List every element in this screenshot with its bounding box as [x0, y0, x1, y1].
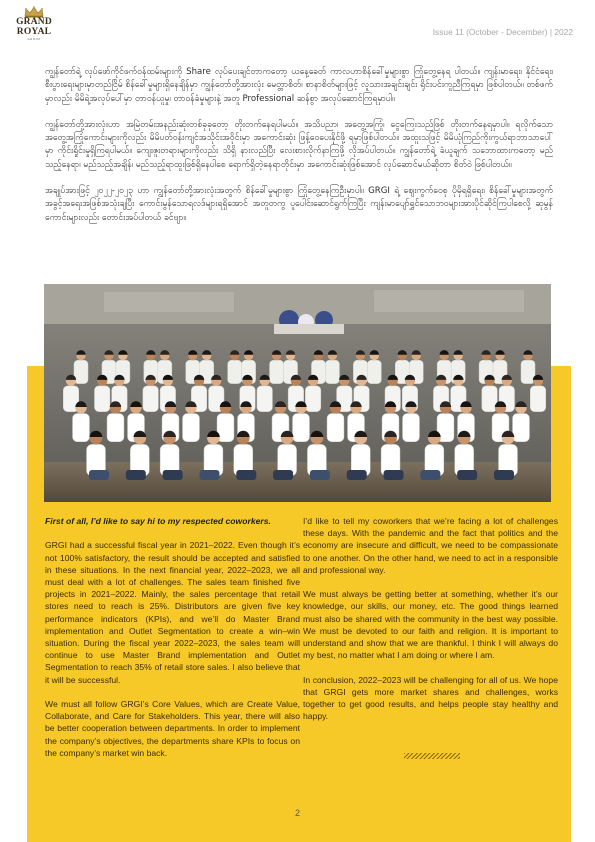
group-photo	[44, 284, 551, 502]
english-paragraph-core-values: We must all follow GRGI’s Core Values, which are Create Value, Collaborate, and Care for Stakeholders. This year, there will also be better cooperation between departments. In order to implement the company’s objectives, the departments share KPIs to focus on the company’s market win back.	[45, 699, 300, 758]
myanmar-text-block	[45, 66, 553, 238]
english-paragraph-improvement: We must always be getting better at something, whether it’s our knowledge, our skills, our money, etc. The good things learned must also be shared with the community in the best way possible. We must be devoted to our faith and religion. It is important to understand and show that we are thankful. I think I will always do my best, no matter what I am doing or where I am.	[303, 589, 558, 661]
logo-tagline: GROUP	[27, 37, 41, 41]
decorative-hatch	[404, 753, 460, 759]
brand-logo	[15, 6, 53, 41]
myanmar-paragraph-2: ကျွန်တော်တို့အားလုံးဟာ အမြဲတမ်းအနည်းဆုံးတစ်ခုခုတော့ တိုးတက်နေရပါမယ်။ အသိပညာ၊ အတွေ့အကြုံ၊ ငွေကြေးသည်ဖြစ် တိုးတက်နေရမှာပါ။ ရလိုက်သော အတွေ့အကြုံကောင်းများကိုလည်း မိမိပတ်ဝန်းကျင်အသိုင်းအဝိုင်းမှာ အကောင်းဆုံး ဖြန့်ဝေပေးနိုင်ဖို့ ရမှာဖြစ်ပါတယ်။ အထူးသဖြင့် မိမိယုံကြည်ကိုးကွယ်ရာဘာသာပေါ်မှာ ကိုင်းရှိုင်းမှုရှိကြရပါမယ်။ ကျေးဇူးတရားများကိုလည်း သိရှိ နားလည်ပြီး လေးစားလိုက်နာကြဖို့ လိုအပ်ပါတယ်။ ကျွန်တော်ရဲ့ ခံယူချက် သဘောထားကတော့ မည်သည့်နေရာ၊ မည်သည့်အချိန်၊ မည်သည့်ရာထူးဖြစ်ရှိနေပါစေ ရောက်ရှိတဲ့နေရာတိုင်းမှာ အကောင်းဆုံးဖြစ်အောင် လုပ်ဆောင်မယ်ဆိုတာ စိတ်ဝဲ ဖြစ်ပါတယ်။	[45, 119, 553, 170]
greeting-line: First of all, I’d like to say hi to my respected coworkers.	[45, 516, 271, 526]
logo-text-royal: ROYAL	[16, 27, 52, 37]
english-paragraph-challenges: I’d like to tell my coworkers that we’re facing a lot of challenges these days. With the pandemic and the fact that politics and the economy are insecure and difficult, we need to be compassionate to one another. On the other hand, we need to act in a responsible and professional way.	[303, 516, 558, 575]
english-column-right	[303, 515, 558, 735]
myanmar-paragraph-1: ကျွန်တော်ရဲ့ လုပ်ဖော်ကိုင်ဖက်ဝန်ထမ်းများကို Share လုပ်ပေးချင်တာကတော့ ယနေ့ခေတ် ကာလဟာစိန်ခေါ်မှုများစွာ ကြုံတွေ့နေရ ပါတယ်။ ကျန်းမာရေး၊ နိုင်ငံရေး၊ စီးပွားရေးများမှာတည်ငြိမ် စိန်ခေါ်မှုများရှိနေချိန်မှာ ကျွန်တော်တို့အားလုံး မေတ္တာစိတ်၊ စာနာစိတ်များဖြင့် လူသားအချင်းချင်း ရိုင်းပင်းကူညီကြရမှာ ဖြစ်ပါတယ်။ တစ်ဖက်မှာလည်း မိမိရဲ့အလုပ်ပေါ်မှာ တာဝန်ယူမှု၊ တာဝန်ခံမှုများနဲ့ အတူ Professional ဆန်စွာ အလုပ်ဆောင်ကြရမှာပါ။	[45, 67, 553, 104]
group-photo-illustration	[44, 284, 551, 502]
issue-label: Issue 11 (October - December) | 2022	[432, 27, 573, 37]
english-paragraph-conclusion: In conclusion, 2022–2023 will be challenging for all of us. We hope that GRGI gets more market shares and challenges, works together to get good results, and helps people stay healthy and happy.	[303, 674, 558, 722]
logo-text-grand: GRAND	[16, 17, 52, 27]
english-column-left	[45, 515, 300, 771]
english-paragraph-fiscal-year: GRGI had a successful fiscal year in 2021–2022. Even though it’s not 100% satisfactory, the result should be accepted and satisfied in these situations. In the next financial year, 2022–2023, we all must deal with a lot of challenges. The sales team finished five projects in 2021–2022. Mainly, the sales percentage that retail stores need to reach is 25%. Distributors are given five key performance indicators (KPIs), and we’ll do Master Brand implementation and Outlet Segmentation to create a win–win situation. During the fiscal year 2022–2023, the sales team will continue to use Master Brand implementation and Outlet Segmentation to reach 35% of retail store sales. I also believe that it will be successful.	[45, 540, 300, 685]
myanmar-paragraph-3: အချုပ်အားဖြင့် ၂၀၂၂-၂၀၂၃ ဟာ ကျွန်တော်တို့အားလုံးအတွက် စိန်ခေါ်မှုများစွာ ကြုံတွေ့နေကြဦးမှာပါ။ GRGI ရဲ့ ဈေးကွက်ဝေစု ပိုမိုရရှိရေး၊ စိန်ခေါ်မှုများအတွက် အခွင့်အရေးအဖြစ်အသုံးချပြီး ကောင်းမွန်သောရလဒ်များရရှိအောင် အတူတကွ ပူပေါင်းဆောင်ရွက်ကြပြီး ကျန်းမာပျော်ရွှင်သောဘဝများအားပိုင်ဆိုင်ကြပါစေလို့ ဆုမွန်ကောင်းများလည်း တောင်းအပ်ပါတယ် ခင်ဗျာ။	[45, 186, 553, 223]
page-number: 2	[294, 808, 300, 818]
